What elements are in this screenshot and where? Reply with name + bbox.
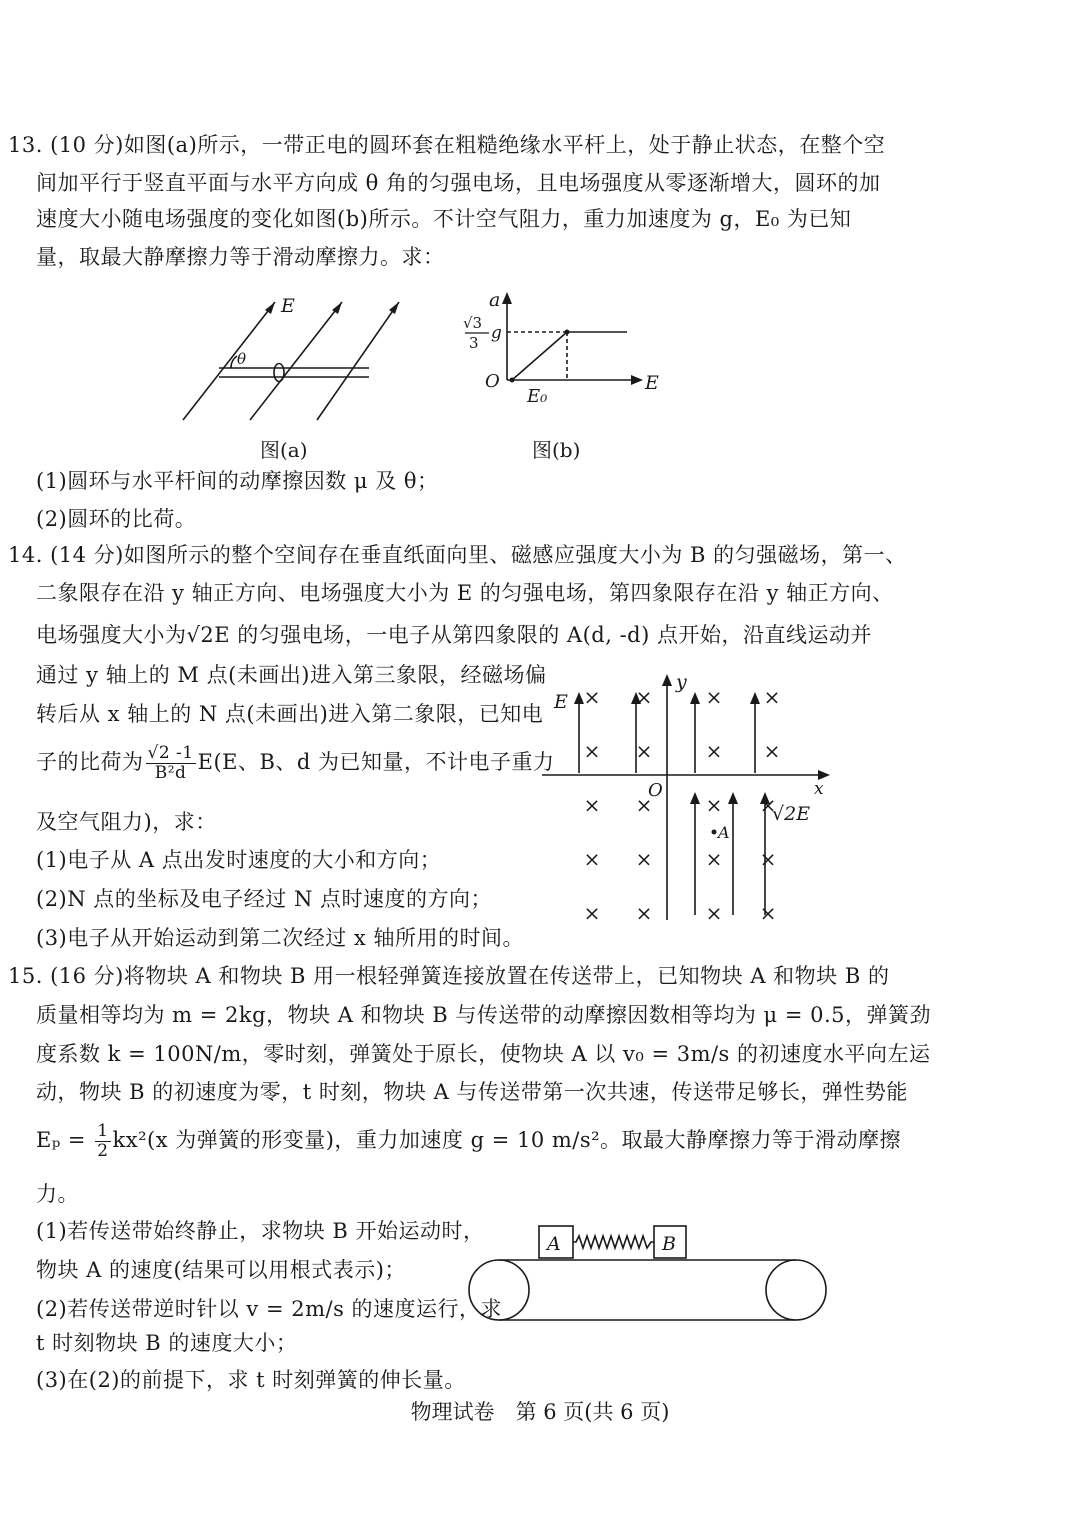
- magnetic-field-cross: ×: [763, 739, 781, 763]
- q14-fig-x-label: x: [814, 779, 824, 799]
- q15-line-4: 动，物块 B 的初速度为零，t 时刻，物块 A 与传送带第一次共速，传送带足够长，弹性势能: [36, 1080, 908, 1104]
- q15-part-3: (3)在(2)的前提下，求 t 时刻弹簧的伸长量。: [36, 1368, 466, 1392]
- q13-line-2: 间加平行于竖直平面与水平方向成 θ 角的匀强电场，且电场强度从零逐渐增大，圆环的加: [36, 171, 881, 195]
- magnetic-field-cross: ×: [705, 901, 723, 925]
- magnetic-field-cross: ×: [759, 901, 777, 925]
- q14-ratio-num: √2 -1: [147, 743, 194, 763]
- magnetic-field-cross: ×: [705, 793, 723, 817]
- magnetic-field-cross: ×: [635, 685, 653, 709]
- q14-fig-A-label: A: [718, 823, 730, 842]
- magnetic-field-cross: ×: [705, 685, 723, 709]
- q13-line-4: 量，取最大静摩擦力等于滑动摩擦力。求：: [36, 245, 445, 269]
- q15-energy-den: 2: [97, 1141, 109, 1161]
- q14-line-2: 二象限存在沿 y 轴正方向、电场强度大小为 E 的匀强电场，第四象限存在沿 y 轴正方向、: [36, 581, 894, 605]
- q15-part-2b: t 时刻物块 B 的速度大小；: [36, 1331, 298, 1355]
- magnetic-field-cross: ×: [763, 685, 781, 709]
- q15-line-after: 力。: [36, 1182, 79, 1206]
- q13-fig-b-origin: O: [485, 371, 500, 392]
- q13-fig-b-tick-num: √3: [463, 314, 483, 332]
- q15-block-B: B: [662, 1233, 676, 1255]
- q14-part-3: (3)电子从开始运动到第二次经过 x 轴所用的时间。: [36, 926, 524, 950]
- q15-energy-fraction: [95, 1122, 110, 1161]
- q15-part-1: (1)若传送带始终静止，求物块 B 开始运动时，: [36, 1219, 485, 1243]
- q14-part-2: (2)N 点的坐标及电子经过 N 点时速度的方向；: [36, 887, 493, 911]
- magnetic-field-cross: ×: [635, 901, 653, 925]
- magnetic-field-cross: ×: [583, 685, 601, 709]
- q14-figure: [538, 670, 838, 930]
- q15-part-1b: 物块 A 的速度(结果可以用根式表示)；: [36, 1258, 406, 1282]
- q13-part-1: (1)圆环与水平杆间的动摩擦因数 μ 及 θ；: [36, 469, 439, 493]
- q15-energy-line: [36, 1118, 901, 1162]
- q14-part-1: (1)电子从 A 点出发时速度的大小和方向；: [36, 848, 442, 872]
- q15-energy-pre: Eₚ =: [36, 1128, 94, 1152]
- q13-line-1: 13. (10 分)如图(a)所示，一带正电的圆环套在粗糙绝缘水平杆上，处于静止状态，在整个空: [8, 133, 886, 157]
- q14-fig-O-label: O: [648, 780, 663, 801]
- magnetic-field-cross: ×: [705, 847, 723, 871]
- q13-fig-a-caption: 图(a): [260, 438, 308, 462]
- q14-ratio-den: B²d: [154, 763, 187, 783]
- q14-line-after: 及空气阻力)，求：: [36, 810, 217, 834]
- q13-line-3: 速度大小随电场强度的变化如图(b)所示。不计空气阻力，重力加速度为 g，E₀ 为已知: [36, 207, 852, 231]
- q15-line-2: 质量相等均为 m = 2kg，物块 A 和物块 B 与传送带的动摩擦因数相等均为 μ = 0.5，弹簧劲: [36, 1003, 932, 1027]
- q15-part-2: (2)若传送带逆时针以 v = 2m/s 的速度运行，求: [36, 1297, 503, 1321]
- magnetic-field-cross: ×: [759, 793, 777, 817]
- magnetic-field-cross: ×: [705, 739, 723, 763]
- q13-fig-b-caption: 图(b): [532, 438, 581, 462]
- magnetic-field-cross: ×: [635, 847, 653, 871]
- q14-ratio-line: [36, 740, 555, 784]
- q14-line-5: 转后从 x 轴上的 N 点(未画出)进入第二象限，已知电: [36, 702, 544, 726]
- q13-fig-b-a-label: a: [489, 289, 501, 311]
- q15-block-A: A: [547, 1233, 561, 1255]
- q13-part-2: (2)圆环的比荷。: [36, 507, 197, 531]
- q14-line-3: 电场强度大小为√2E 的匀强电场，一电子从第四象限的 A(d, -d) 点开始，沿直线运动并: [36, 623, 872, 647]
- q15-figure: [466, 1220, 836, 1335]
- q15-line-1: 15. (16 分)将物块 A 和物块 B 用一根轻弹簧连接放置在传送带上，已知物块 A 和物块 B 的: [8, 964, 890, 988]
- q13-fig-a-E-label: E: [281, 295, 295, 317]
- q13-fig-b-E-label: E: [645, 372, 659, 394]
- q13-figure-b: [455, 290, 675, 410]
- magnetic-field-cross: ×: [635, 793, 653, 817]
- q15-energy-num: 1: [97, 1121, 109, 1141]
- page-footer: 物理试卷 第 6 页(共 6 页): [410, 1400, 670, 1424]
- q13-fig-b-tick-den: 3: [469, 334, 479, 352]
- magnetic-field-cross: ×: [583, 739, 601, 763]
- magnetic-field-cross: ×: [583, 847, 601, 871]
- q14-fig-E-label: E: [554, 691, 568, 713]
- q14-ratio-fraction: [146, 744, 196, 783]
- magnetic-field-cross: ×: [583, 901, 601, 925]
- q13-fig-b-tick-g: g: [491, 323, 502, 343]
- q14-ratio-pre: 子的比荷为: [36, 750, 144, 774]
- q14-line-1: 14. (14 分)如图所示的整个空间存在垂直纸面向里、磁感应强度大小为 B 的匀强磁场，第一、: [8, 543, 907, 567]
- q15-line-3: 度系数 k = 100N/m，零时刻，弹簧处于原长，使物块 A 以 v₀ = 3m/s 的初速度水平向左运: [36, 1042, 931, 1066]
- magnetic-field-cross: ×: [635, 739, 653, 763]
- magnetic-field-cross: ×: [583, 793, 601, 817]
- q14-line-4: 通过 y 轴上的 M 点(未画出)进入第三象限，经磁场偏: [36, 663, 547, 687]
- magnetic-field-cross: ×: [759, 847, 777, 871]
- q13-fig-a-theta-label: θ: [237, 350, 247, 368]
- q13-figure-a: [175, 290, 395, 430]
- q14-fig-root2E-label: √2E: [772, 803, 811, 825]
- q14-fig-y-label: y: [676, 671, 687, 693]
- q13-fig-b-E0-label: E₀: [527, 386, 548, 407]
- q14-ratio-post: E(E、B、d 为已知量，不计电子重力: [197, 750, 555, 774]
- q15-energy-post: kx²(x 为弹簧的形变量)，重力加速度 g = 10 m/s²。取最大静摩擦力等于滑动摩擦: [112, 1128, 902, 1152]
